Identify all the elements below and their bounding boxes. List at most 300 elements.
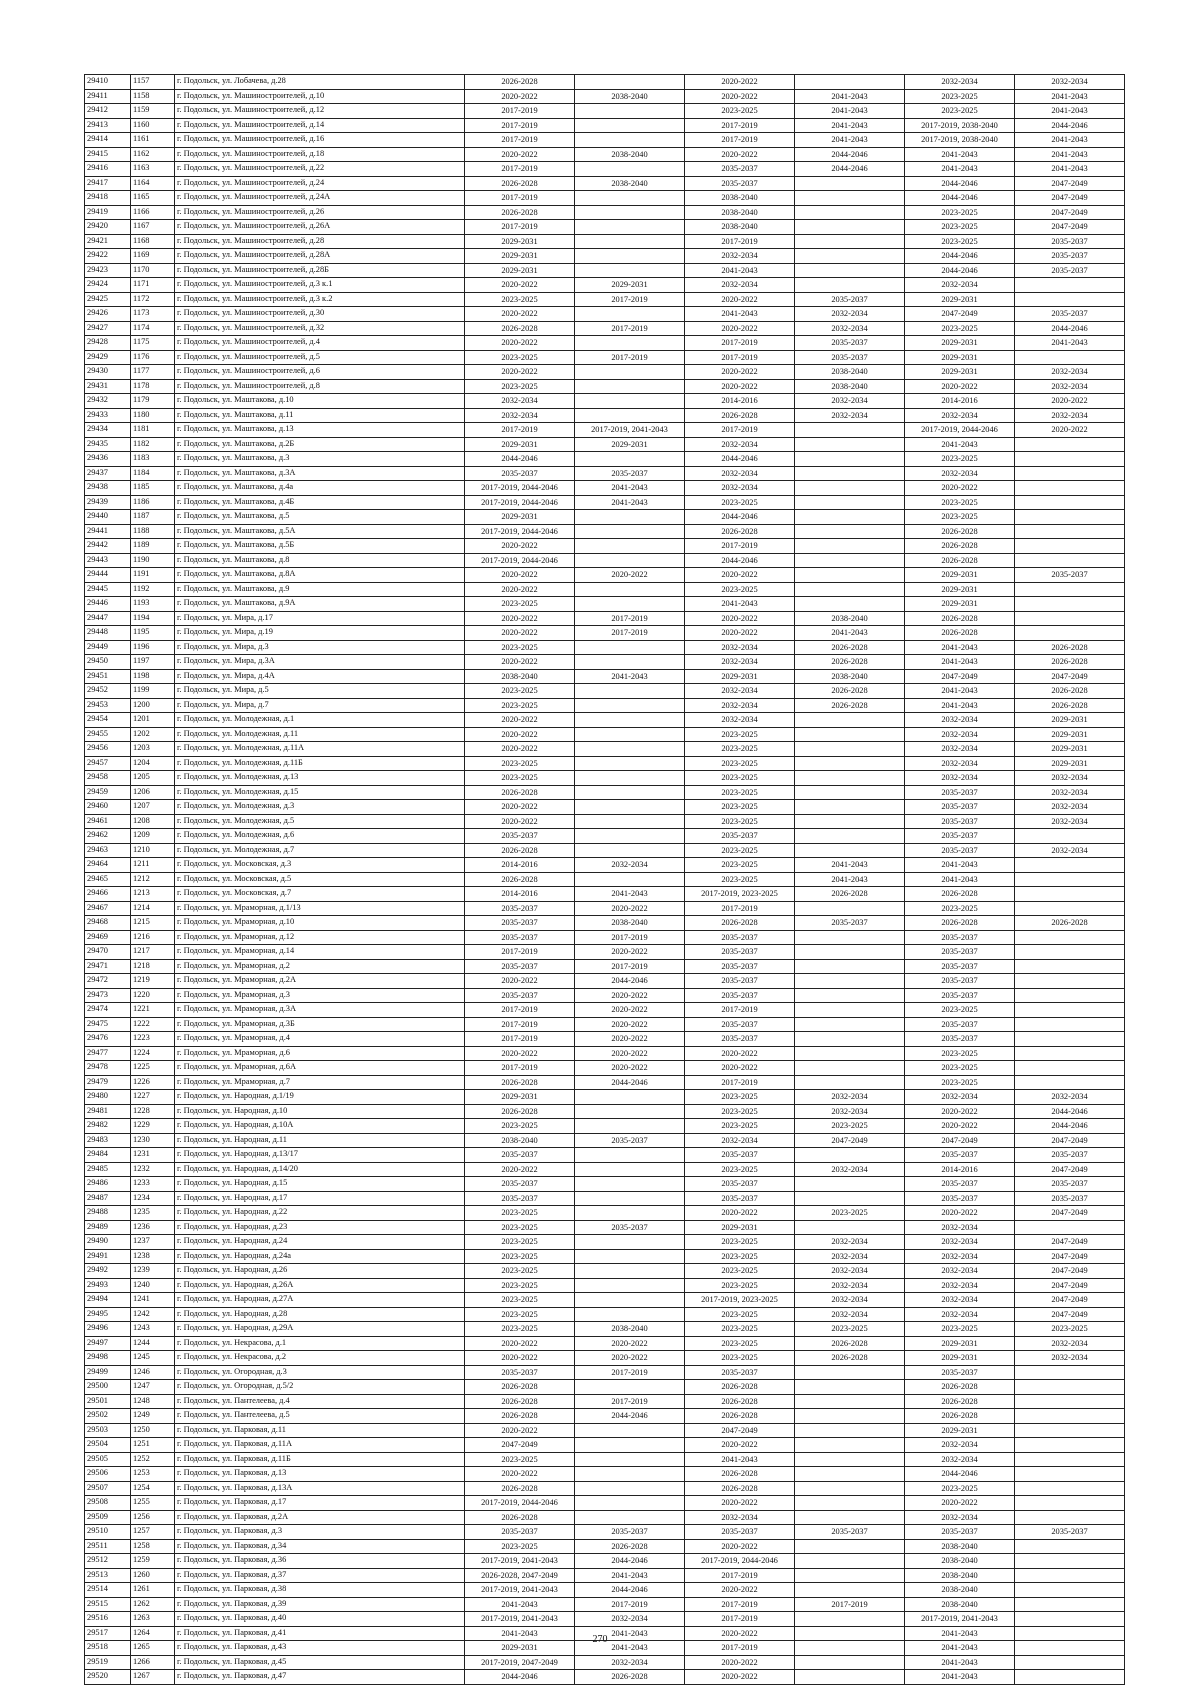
period-3-cell: 2035-2037	[685, 1017, 795, 1032]
period-1-cell: 2017-2019	[465, 162, 575, 177]
item-number-cell: 1252	[131, 1452, 175, 1467]
period-2-cell: 2041-2043	[575, 1626, 685, 1641]
address-cell: г. Подольск, ул. Машиностроителей, д.32	[175, 321, 465, 336]
item-number-cell: 1170	[131, 263, 175, 278]
row-number-cell: 29413	[85, 118, 131, 133]
period-4-cell	[795, 249, 905, 264]
address-cell: г. Подольск, ул. Машиностроителей, д.24	[175, 176, 465, 191]
period-4-cell: 2032-2034	[795, 1235, 905, 1250]
period-4-cell	[795, 771, 905, 786]
period-5-cell: 2032-2034	[905, 1307, 1015, 1322]
address-cell: г. Подольск, ул. Мира, д.7	[175, 698, 465, 713]
row-number-cell: 29466	[85, 887, 131, 902]
period-5-cell: 2032-2034	[905, 1438, 1015, 1453]
period-4-cell: 2041-2043	[795, 858, 905, 873]
item-number-cell: 1259	[131, 1554, 175, 1569]
period-6-cell: 2029-2031	[1015, 727, 1125, 742]
period-6-cell	[1015, 292, 1125, 307]
address-cell: г. Подольск, ул. Народная, д.11	[175, 1133, 465, 1148]
period-2-cell	[575, 814, 685, 829]
period-5-cell: 2035-2037	[905, 1017, 1015, 1032]
address-cell: г. Подольск, ул. Парковая, д.2А	[175, 1510, 465, 1525]
row-number-cell: 29453	[85, 698, 131, 713]
period-1-cell: 2017-2019	[465, 423, 575, 438]
row-number-cell: 29491	[85, 1249, 131, 1264]
period-1-cell: 2026-2028, 2047-2049	[465, 1568, 575, 1583]
table-row	[85, 611, 1125, 626]
item-number-cell: 1241	[131, 1293, 175, 1308]
address-cell: г. Подольск, ул. Машиностроителей, д.6	[175, 365, 465, 380]
period-1-cell: 2035-2037	[465, 829, 575, 844]
period-6-cell	[1015, 495, 1125, 510]
period-3-cell: 2017-2019	[685, 1003, 795, 1018]
address-cell: г. Подольск, ул. Народная, д.1/19	[175, 1090, 465, 1105]
address-cell: г. Подольск, ул. Маштакова, д.3	[175, 452, 465, 467]
table-row	[85, 408, 1125, 423]
address-cell: г. Подольск, ул. Парковая, д.39	[175, 1597, 465, 1612]
address-cell: г. Подольск, ул. Народная, д.24а	[175, 1249, 465, 1264]
period-4-cell	[795, 756, 905, 771]
period-5-cell: 2044-2046	[905, 1467, 1015, 1482]
period-4-cell	[795, 901, 905, 916]
address-cell: г. Подольск, ул. Мира, д.19	[175, 626, 465, 641]
period-3-cell: 2017-2019	[685, 234, 795, 249]
address-cell: г. Подольск, ул. Народная, д.22	[175, 1206, 465, 1221]
period-1-cell: 2017-2019, 2047-2049	[465, 1655, 575, 1670]
table-row	[85, 1568, 1125, 1583]
item-number-cell: 1210	[131, 843, 175, 858]
period-6-cell: 2026-2028	[1015, 640, 1125, 655]
period-4-cell	[795, 1438, 905, 1453]
period-3-cell: 2017-2019	[685, 539, 795, 554]
period-3-cell: 2023-2025	[685, 104, 795, 119]
period-4-cell: 2047-2049	[795, 1133, 905, 1148]
period-4-cell: 2023-2025	[795, 1206, 905, 1221]
period-5-cell: 2041-2043	[905, 147, 1015, 162]
period-1-cell: 2023-2025	[465, 1220, 575, 1235]
item-number-cell: 1177	[131, 365, 175, 380]
item-number-cell: 1223	[131, 1032, 175, 1047]
period-5-cell: 2032-2034	[905, 1264, 1015, 1279]
period-4-cell	[795, 234, 905, 249]
period-5-cell: 2029-2031	[905, 1423, 1015, 1438]
period-1-cell: 2029-2031	[465, 1090, 575, 1105]
period-2-cell	[575, 872, 685, 887]
period-4-cell: 2032-2034	[795, 1249, 905, 1264]
row-number-cell: 29454	[85, 713, 131, 728]
period-5-cell: 2023-2025	[905, 1046, 1015, 1061]
table-row	[85, 524, 1125, 539]
period-1-cell: 2029-2031	[465, 437, 575, 452]
period-4-cell: 2032-2034	[795, 1307, 905, 1322]
row-number-cell: 29493	[85, 1278, 131, 1293]
period-3-cell: 2026-2028	[685, 524, 795, 539]
period-4-cell	[795, 524, 905, 539]
period-1-cell: 2020-2022	[465, 655, 575, 670]
period-4-cell: 2041-2043	[795, 104, 905, 119]
item-number-cell: 1240	[131, 1278, 175, 1293]
item-number-cell: 1197	[131, 655, 175, 670]
period-3-cell: 2017-2019	[685, 1568, 795, 1583]
address-cell: г. Подольск, ул. Народная, д.26	[175, 1264, 465, 1279]
period-1-cell: 2035-2037	[465, 930, 575, 945]
period-3-cell: 2035-2037	[685, 945, 795, 960]
period-1-cell: 2026-2028	[465, 1409, 575, 1424]
address-cell: г. Подольск, ул. Маштакова, д.8	[175, 553, 465, 568]
period-1-cell: 2035-2037	[465, 1177, 575, 1192]
row-number-cell: 29497	[85, 1336, 131, 1351]
period-3-cell: 2020-2022	[685, 147, 795, 162]
period-1-cell: 2026-2028	[465, 205, 575, 220]
row-number-cell: 29436	[85, 452, 131, 467]
period-5-cell: 2026-2028	[905, 1380, 1015, 1395]
period-2-cell: 2029-2031	[575, 278, 685, 293]
period-1-cell: 2035-2037	[465, 916, 575, 931]
period-4-cell: 2026-2028	[795, 655, 905, 670]
period-1-cell: 2020-2022	[465, 1351, 575, 1366]
period-6-cell	[1015, 1061, 1125, 1076]
period-6-cell: 2047-2049	[1015, 1307, 1125, 1322]
period-2-cell	[575, 524, 685, 539]
period-2-cell	[575, 452, 685, 467]
period-6-cell: 2035-2037	[1015, 1525, 1125, 1540]
period-4-cell: 2038-2040	[795, 365, 905, 380]
item-number-cell: 1194	[131, 611, 175, 626]
period-3-cell: 2017-2019	[685, 1641, 795, 1656]
period-5-cell: 2026-2028	[905, 539, 1015, 554]
table-row	[85, 713, 1125, 728]
item-number-cell: 1198	[131, 669, 175, 684]
item-number-cell: 1184	[131, 466, 175, 481]
address-cell: г. Подольск, ул. Маштакова, д.5	[175, 510, 465, 525]
period-4-cell	[795, 1365, 905, 1380]
table-row	[85, 1003, 1125, 1018]
period-2-cell: 2032-2034	[575, 1612, 685, 1627]
item-number-cell: 1221	[131, 1003, 175, 1018]
period-3-cell: 2032-2034	[685, 713, 795, 728]
period-1-cell: 2026-2028	[465, 843, 575, 858]
address-cell: г. Подольск, ул. Парковая, д.38	[175, 1583, 465, 1598]
row-number-cell: 29444	[85, 568, 131, 583]
period-2-cell: 2029-2031	[575, 437, 685, 452]
period-6-cell	[1015, 510, 1125, 525]
period-2-cell	[575, 1278, 685, 1293]
table-row	[85, 437, 1125, 452]
period-2-cell	[575, 684, 685, 699]
item-number-cell: 1214	[131, 901, 175, 916]
period-2-cell: 2032-2034	[575, 858, 685, 873]
item-number-cell: 1158	[131, 89, 175, 104]
row-number-cell: 29514	[85, 1583, 131, 1598]
period-5-cell: 2032-2034	[905, 1090, 1015, 1105]
period-6-cell: 2032-2034	[1015, 379, 1125, 394]
period-3-cell: 2035-2037	[685, 176, 795, 191]
row-number-cell: 29439	[85, 495, 131, 510]
address-cell: г. Подольск, ул. Машиностроителей, д.18	[175, 147, 465, 162]
period-6-cell: 2047-2049	[1015, 205, 1125, 220]
period-3-cell: 2023-2025	[685, 1264, 795, 1279]
register-table-body	[85, 75, 1125, 1685]
row-number-cell: 29515	[85, 1597, 131, 1612]
row-number-cell: 29462	[85, 829, 131, 844]
address-cell: г. Подольск, ул. Машиностроителей, д.26А	[175, 220, 465, 235]
address-cell: г. Подольск, ул. Некрасова, д.2	[175, 1351, 465, 1366]
period-4-cell	[795, 220, 905, 235]
period-2-cell: 2017-2019	[575, 1365, 685, 1380]
period-1-cell: 2041-2043	[465, 1597, 575, 1612]
item-number-cell: 1195	[131, 626, 175, 641]
period-2-cell	[575, 1119, 685, 1134]
period-6-cell: 2035-2037	[1015, 263, 1125, 278]
period-2-cell	[575, 1249, 685, 1264]
table-row	[85, 568, 1125, 583]
period-5-cell: 2020-2022	[905, 1119, 1015, 1134]
period-1-cell: 2020-2022	[465, 611, 575, 626]
row-number-cell: 29483	[85, 1133, 131, 1148]
item-number-cell: 1212	[131, 872, 175, 887]
period-3-cell: 2017-2019, 2023-2025	[685, 887, 795, 902]
table-row	[85, 742, 1125, 757]
item-number-cell: 1232	[131, 1162, 175, 1177]
period-3-cell: 2041-2043	[685, 1452, 795, 1467]
period-1-cell: 2023-2025	[465, 640, 575, 655]
item-number-cell: 1205	[131, 771, 175, 786]
address-cell: г. Подольск, ул. Парковая, д.43	[175, 1641, 465, 1656]
address-cell: г. Подольск, ул. Мира, д.3А	[175, 655, 465, 670]
period-1-cell: 2014-2016	[465, 887, 575, 902]
row-number-cell: 29442	[85, 539, 131, 554]
period-5-cell: 2026-2028	[905, 887, 1015, 902]
period-5-cell: 2044-2046	[905, 263, 1015, 278]
period-3-cell: 2020-2022	[685, 1626, 795, 1641]
period-3-cell: 2020-2022	[685, 321, 795, 336]
address-cell: г. Подольск, ул. Парковая, д.37	[175, 1568, 465, 1583]
period-5-cell: 2035-2037	[905, 1148, 1015, 1163]
period-4-cell	[795, 1423, 905, 1438]
period-3-cell: 2017-2019	[685, 336, 795, 351]
period-2-cell	[575, 655, 685, 670]
period-3-cell: 2023-2025	[685, 582, 795, 597]
table-row	[85, 1264, 1125, 1279]
table-row	[85, 1278, 1125, 1293]
table-row	[85, 684, 1125, 699]
period-2-cell	[575, 698, 685, 713]
period-5-cell: 2023-2025	[905, 1075, 1015, 1090]
row-number-cell: 29415	[85, 147, 131, 162]
table-row	[85, 1046, 1125, 1061]
address-cell: г. Подольск, ул. Молодежная, д.15	[175, 785, 465, 800]
address-cell: г. Подольск, ул. Парковая, д.17	[175, 1496, 465, 1511]
period-3-cell: 2020-2022	[685, 1496, 795, 1511]
period-5-cell: 2035-2037	[905, 930, 1015, 945]
period-6-cell: 2047-2049	[1015, 669, 1125, 684]
row-number-cell: 29474	[85, 1003, 131, 1018]
table-row	[85, 104, 1125, 119]
item-number-cell: 1266	[131, 1655, 175, 1670]
period-5-cell: 2041-2043	[905, 1641, 1015, 1656]
period-6-cell	[1015, 1046, 1125, 1061]
item-number-cell: 1161	[131, 133, 175, 148]
period-5-cell: 2038-2040	[905, 1539, 1015, 1554]
table-row	[85, 785, 1125, 800]
item-number-cell: 1263	[131, 1612, 175, 1627]
period-4-cell	[795, 1655, 905, 1670]
address-cell: г. Подольск, ул. Мраморная, д.6А	[175, 1061, 465, 1076]
table-row	[85, 220, 1125, 235]
period-2-cell	[575, 205, 685, 220]
period-6-cell	[1015, 1394, 1125, 1409]
row-number-cell: 29475	[85, 1017, 131, 1032]
period-3-cell: 2044-2046	[685, 553, 795, 568]
period-5-cell: 2041-2043	[905, 858, 1015, 873]
item-number-cell: 1165	[131, 191, 175, 206]
address-cell: г. Подольск, ул. Народная, д.24	[175, 1235, 465, 1250]
address-cell: г. Подольск, ул. Молодежная, д.7	[175, 843, 465, 858]
period-2-cell: 2044-2046	[575, 1583, 685, 1598]
address-cell: г. Подольск, ул. Молодежная, д.13	[175, 771, 465, 786]
period-3-cell: 2023-2025	[685, 785, 795, 800]
address-cell: г. Подольск, ул. Пантелеева, д.5	[175, 1409, 465, 1424]
address-cell: г. Подольск, ул. Маштакова, д.9	[175, 582, 465, 597]
item-number-cell: 1239	[131, 1264, 175, 1279]
period-1-cell: 2017-2019, 2041-2043	[465, 1554, 575, 1569]
table-row	[85, 872, 1125, 887]
item-number-cell: 1227	[131, 1090, 175, 1105]
row-number-cell: 29509	[85, 1510, 131, 1525]
period-1-cell: 2023-2025	[465, 1307, 575, 1322]
period-1-cell: 2017-2019, 2044-2046	[465, 524, 575, 539]
address-cell: г. Подольск, ул. Народная, д.27А	[175, 1293, 465, 1308]
period-2-cell: 2035-2037	[575, 1133, 685, 1148]
period-1-cell: 2026-2028	[465, 872, 575, 887]
period-5-cell: 2029-2031	[905, 365, 1015, 380]
table-row	[85, 321, 1125, 336]
period-3-cell: 2047-2049	[685, 1423, 795, 1438]
period-3-cell: 2020-2022	[685, 75, 795, 90]
period-3-cell: 2026-2028	[685, 408, 795, 423]
period-4-cell	[795, 539, 905, 554]
row-number-cell: 29508	[85, 1496, 131, 1511]
address-cell: г. Подольск, ул. Маштакова, д.9А	[175, 597, 465, 612]
period-5-cell: 2014-2016	[905, 1162, 1015, 1177]
item-number-cell: 1262	[131, 1597, 175, 1612]
period-1-cell: 2020-2022	[465, 713, 575, 728]
period-5-cell: 2041-2043	[905, 437, 1015, 452]
period-5-cell: 2041-2043	[905, 684, 1015, 699]
row-number-cell: 29481	[85, 1104, 131, 1119]
period-1-cell: 2017-2019	[465, 191, 575, 206]
period-3-cell: 2041-2043	[685, 263, 795, 278]
period-6-cell	[1015, 1467, 1125, 1482]
period-5-cell: 2023-2025	[905, 452, 1015, 467]
period-6-cell	[1015, 1670, 1125, 1685]
row-number-cell: 29482	[85, 1119, 131, 1134]
period-4-cell	[795, 1510, 905, 1525]
period-6-cell: 2026-2028	[1015, 655, 1125, 670]
table-row	[85, 771, 1125, 786]
period-1-cell: 2035-2037	[465, 466, 575, 481]
table-row	[85, 1380, 1125, 1395]
row-number-cell: 29426	[85, 307, 131, 322]
period-3-cell: 2020-2022	[685, 292, 795, 307]
period-5-cell: 2032-2034	[905, 713, 1015, 728]
period-1-cell: 2044-2046	[465, 452, 575, 467]
table-row	[85, 118, 1125, 133]
address-cell: г. Подольск, ул. Парковая, д.36	[175, 1554, 465, 1569]
row-number-cell: 29513	[85, 1568, 131, 1583]
period-5-cell: 2026-2028	[905, 1409, 1015, 1424]
row-number-cell: 29457	[85, 756, 131, 771]
period-3-cell: 2035-2037	[685, 959, 795, 974]
period-5-cell: 2047-2049	[905, 307, 1015, 322]
period-5-cell: 2023-2025	[905, 1322, 1015, 1337]
period-5-cell: 2038-2040	[905, 1583, 1015, 1598]
period-6-cell: 2029-2031	[1015, 742, 1125, 757]
row-number-cell: 29451	[85, 669, 131, 684]
row-number-cell: 29458	[85, 771, 131, 786]
period-1-cell: 2017-2019, 2041-2043	[465, 1612, 575, 1627]
address-cell: г. Подольск, ул. Маштакова, д.2Б	[175, 437, 465, 452]
address-cell: г. Подольск, ул. Машиностроителей, д.3 к.1	[175, 278, 465, 293]
period-1-cell: 2023-2025	[465, 771, 575, 786]
table-row	[85, 1510, 1125, 1525]
period-6-cell	[1015, 582, 1125, 597]
period-4-cell	[795, 930, 905, 945]
period-2-cell: 2020-2022	[575, 1017, 685, 1032]
period-4-cell: 2032-2034	[795, 321, 905, 336]
period-2-cell	[575, 597, 685, 612]
item-number-cell: 1209	[131, 829, 175, 844]
table-row	[85, 423, 1125, 438]
period-6-cell: 2023-2025	[1015, 1322, 1125, 1337]
table-row	[85, 1409, 1125, 1424]
period-1-cell: 2020-2022	[465, 800, 575, 815]
period-2-cell: 2038-2040	[575, 1322, 685, 1337]
period-6-cell	[1015, 481, 1125, 496]
period-6-cell	[1015, 829, 1125, 844]
row-number-cell: 29437	[85, 466, 131, 481]
period-1-cell: 2026-2028	[465, 75, 575, 90]
address-cell: г. Подольск, ул. Парковая, д.47	[175, 1670, 465, 1685]
period-4-cell: 2038-2040	[795, 611, 905, 626]
item-number-cell: 1222	[131, 1017, 175, 1032]
table-row	[85, 205, 1125, 220]
address-cell: г. Подольск, ул. Машиностроителей, д.8	[175, 379, 465, 394]
period-1-cell: 2041-2043	[465, 1626, 575, 1641]
period-4-cell	[795, 452, 905, 467]
period-3-cell: 2038-2040	[685, 205, 795, 220]
period-2-cell	[575, 1235, 685, 1250]
item-number-cell: 1233	[131, 1177, 175, 1192]
period-3-cell: 2017-2019	[685, 133, 795, 148]
period-3-cell: 2023-2025	[685, 742, 795, 757]
period-6-cell: 2047-2049	[1015, 1293, 1125, 1308]
table-row	[85, 1104, 1125, 1119]
period-1-cell: 2029-2031	[465, 249, 575, 264]
period-4-cell	[795, 974, 905, 989]
address-cell: г. Подольск, ул. Мраморная, д.6	[175, 1046, 465, 1061]
address-cell: г. Подольск, ул. Мраморная, д.7	[175, 1075, 465, 1090]
item-number-cell: 1251	[131, 1438, 175, 1453]
period-1-cell: 2020-2022	[465, 1046, 575, 1061]
period-6-cell	[1015, 1075, 1125, 1090]
period-2-cell: 2041-2043	[575, 481, 685, 496]
period-6-cell: 2035-2037	[1015, 1191, 1125, 1206]
period-6-cell	[1015, 872, 1125, 887]
period-6-cell: 2044-2046	[1015, 118, 1125, 133]
period-3-cell: 2017-2019	[685, 1075, 795, 1090]
address-cell: г. Подольск, ул. Маштакова, д.4Б	[175, 495, 465, 510]
